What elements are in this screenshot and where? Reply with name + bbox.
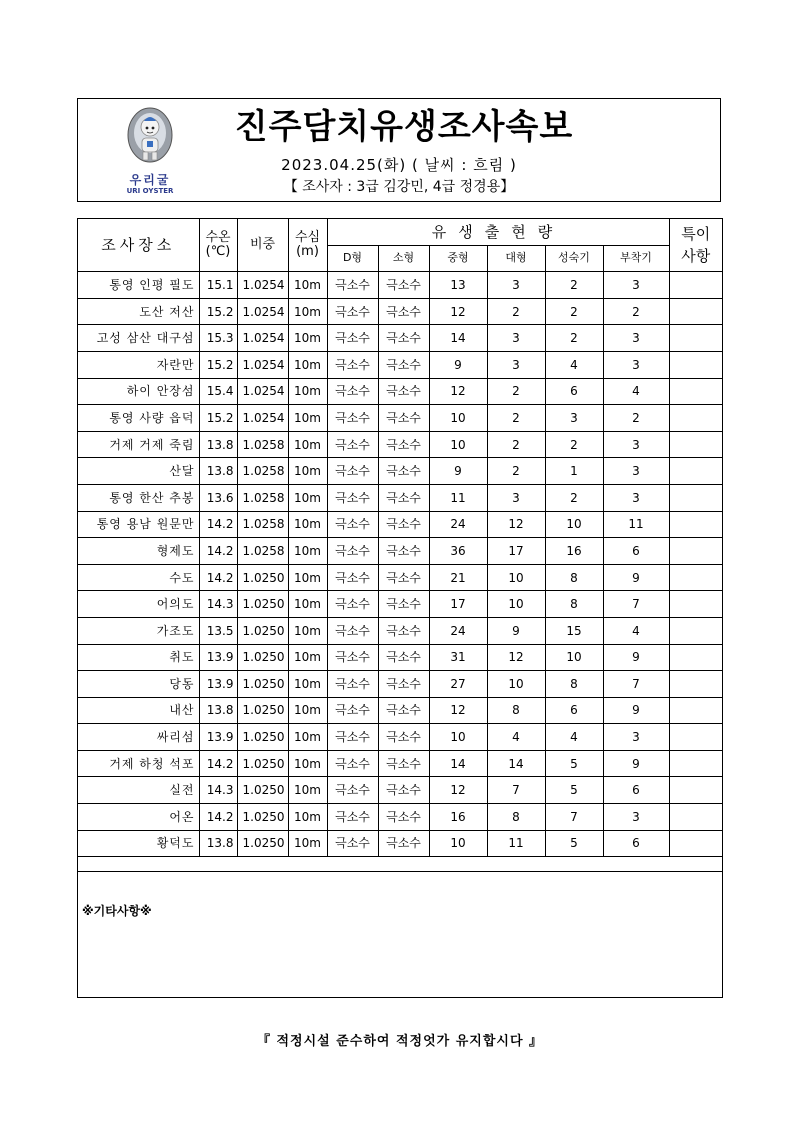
cell-gravity: 1.0250 <box>237 724 288 751</box>
cell-large: 17 <box>487 538 545 565</box>
cell-location: 취도 <box>78 644 199 671</box>
cell-depth: 10m <box>288 351 327 378</box>
logo-subtitle: URI OYSTER <box>126 187 174 195</box>
cell-large: 2 <box>487 298 545 325</box>
survey-rows <box>78 272 722 857</box>
surveyor-line: 【 조사자 : 3급 김강민, 4급 정경용】 <box>283 179 515 195</box>
table-row <box>78 378 722 405</box>
cell-remarks <box>669 298 722 325</box>
cell-large: 12 <box>487 511 545 538</box>
cell-remarks <box>669 538 722 565</box>
cell-gravity: 1.0250 <box>237 617 288 644</box>
cell-mature: 1 <box>545 458 603 485</box>
cell-small: 극소수 <box>378 564 429 591</box>
footer-slogan: 『 적정시설 준수하여 적정엇가 유지합시다 』 <box>256 1034 544 1049</box>
cell-settling: 3 <box>603 724 669 751</box>
cell-d: 극소수 <box>327 804 378 831</box>
cell-mature: 5 <box>545 750 603 777</box>
cell-location: 통영 한산 추봉 <box>78 484 199 511</box>
cell-depth: 10m <box>288 511 327 538</box>
cell-medium: 12 <box>429 298 487 325</box>
cell-gravity: 1.0254 <box>237 378 288 405</box>
cell-depth: 10m <box>288 724 327 751</box>
cell-location: 어온 <box>78 804 199 831</box>
cell-medium: 24 <box>429 617 487 644</box>
cell-large: 3 <box>487 351 545 378</box>
cell-medium: 10 <box>429 830 487 857</box>
cell-remarks <box>669 405 722 432</box>
cell-location: 통영 사량 읍덕 <box>78 405 199 432</box>
cell-location: 산달 <box>78 458 199 485</box>
cell-temp: 13.8 <box>199 697 237 724</box>
cell-depth: 10m <box>288 405 327 432</box>
cell-mature: 8 <box>545 564 603 591</box>
date-weather-line: 2023.04.25(화) ( 날씨 : 흐림 ) <box>281 156 517 174</box>
cell-mature: 2 <box>545 431 603 458</box>
cell-large: 2 <box>487 405 545 432</box>
table-row <box>78 511 722 538</box>
cell-remarks <box>669 591 722 618</box>
cell-temp: 13.9 <box>199 644 237 671</box>
cell-d: 극소수 <box>327 617 378 644</box>
survey-table-box <box>77 218 723 998</box>
cell-small: 극소수 <box>378 298 429 325</box>
table-row <box>78 617 722 644</box>
header-small: 소형 <box>378 245 429 272</box>
cell-settling: 4 <box>603 378 669 405</box>
table-row <box>78 351 722 378</box>
cell-settling: 6 <box>603 830 669 857</box>
cell-gravity: 1.0258 <box>237 538 288 565</box>
cell-medium: 10 <box>429 724 487 751</box>
cell-gravity: 1.0250 <box>237 644 288 671</box>
cell-gravity: 1.0250 <box>237 564 288 591</box>
cell-gravity: 1.0258 <box>237 431 288 458</box>
cell-temp: 14.2 <box>199 804 237 831</box>
cell-gravity: 1.0258 <box>237 511 288 538</box>
cell-small: 극소수 <box>378 272 429 299</box>
header-larvae-group: 유생출현량 <box>327 219 669 245</box>
cell-depth: 10m <box>288 697 327 724</box>
cell-d: 극소수 <box>327 564 378 591</box>
table-row <box>78 564 722 591</box>
cell-small: 극소수 <box>378 325 429 352</box>
cell-mature: 8 <box>545 591 603 618</box>
cell-location: 자란만 <box>78 351 199 378</box>
cell-medium: 9 <box>429 458 487 485</box>
cell-small: 극소수 <box>378 697 429 724</box>
cell-settling: 9 <box>603 564 669 591</box>
cell-mature: 4 <box>545 351 603 378</box>
other-notes-area <box>78 871 722 997</box>
cell-large: 12 <box>487 644 545 671</box>
cell-gravity: 1.0250 <box>237 671 288 698</box>
cell-settling: 7 <box>603 591 669 618</box>
cell-mature: 5 <box>545 830 603 857</box>
header-large: 대형 <box>487 245 545 272</box>
cell-d: 극소수 <box>327 378 378 405</box>
cell-temp: 13.6 <box>199 484 237 511</box>
cell-small: 극소수 <box>378 458 429 485</box>
header-location: 조사장소 <box>78 219 199 272</box>
cell-gravity: 1.0250 <box>237 591 288 618</box>
cell-depth: 10m <box>288 458 327 485</box>
cell-d: 극소수 <box>327 351 378 378</box>
cell-depth: 10m <box>288 830 327 857</box>
cell-large: 7 <box>487 777 545 804</box>
cell-d: 극소수 <box>327 325 378 352</box>
cell-temp: 15.1 <box>199 272 237 299</box>
cell-remarks <box>669 777 722 804</box>
report-header <box>77 98 721 202</box>
cell-remarks <box>669 617 722 644</box>
cell-depth: 10m <box>288 671 327 698</box>
cell-d: 극소수 <box>327 511 378 538</box>
cell-medium: 16 <box>429 804 487 831</box>
cell-settling: 6 <box>603 538 669 565</box>
cell-settling: 4 <box>603 617 669 644</box>
cell-temp: 14.2 <box>199 750 237 777</box>
cell-medium: 17 <box>429 591 487 618</box>
cell-medium: 27 <box>429 671 487 698</box>
cell-mature: 6 <box>545 697 603 724</box>
cell-settling: 9 <box>603 644 669 671</box>
table-row <box>78 591 722 618</box>
cell-temp: 13.9 <box>199 671 237 698</box>
cell-small: 극소수 <box>378 405 429 432</box>
cell-large: 10 <box>487 564 545 591</box>
cell-location: 어의도 <box>78 591 199 618</box>
logo-name: 우리굴 <box>129 173 171 187</box>
cell-large: 4 <box>487 724 545 751</box>
cell-gravity: 1.0254 <box>237 272 288 299</box>
table-row <box>78 325 722 352</box>
cell-depth: 10m <box>288 484 327 511</box>
cell-gravity: 1.0250 <box>237 750 288 777</box>
cell-d: 극소수 <box>327 458 378 485</box>
cell-large: 3 <box>487 272 545 299</box>
header-d-type: D형 <box>327 245 378 272</box>
cell-large: 8 <box>487 804 545 831</box>
cell-remarks <box>669 272 722 299</box>
cell-remarks <box>669 644 722 671</box>
cell-temp: 14.2 <box>199 538 237 565</box>
cell-small: 극소수 <box>378 511 429 538</box>
cell-large: 10 <box>487 671 545 698</box>
cell-large: 3 <box>487 325 545 352</box>
cell-gravity: 1.0250 <box>237 830 288 857</box>
cell-depth: 10m <box>288 378 327 405</box>
cell-gravity: 1.0254 <box>237 298 288 325</box>
cell-medium: 21 <box>429 564 487 591</box>
cell-depth: 10m <box>288 591 327 618</box>
cell-settling: 7 <box>603 671 669 698</box>
cell-d: 극소수 <box>327 431 378 458</box>
table-row <box>78 484 722 511</box>
cell-settling: 6 <box>603 777 669 804</box>
cell-remarks <box>669 484 722 511</box>
cell-mature: 3 <box>545 405 603 432</box>
cell-mature: 4 <box>545 724 603 751</box>
cell-mature: 15 <box>545 617 603 644</box>
cell-small: 극소수 <box>378 644 429 671</box>
cell-location: 싸리섬 <box>78 724 199 751</box>
cell-depth: 10m <box>288 538 327 565</box>
cell-small: 극소수 <box>378 591 429 618</box>
cell-temp: 14.2 <box>199 511 237 538</box>
report-title: 진주담치유생조사속보 <box>234 107 574 147</box>
cell-remarks <box>669 564 722 591</box>
table-row <box>78 405 722 432</box>
cell-settling: 2 <box>603 298 669 325</box>
other-notes-label: ※기타사항※ <box>82 904 152 918</box>
cell-medium: 31 <box>429 644 487 671</box>
cell-small: 극소수 <box>378 830 429 857</box>
cell-mature: 2 <box>545 272 603 299</box>
cell-settling: 3 <box>603 458 669 485</box>
cell-mature: 7 <box>545 804 603 831</box>
cell-settling: 3 <box>603 325 669 352</box>
cell-medium: 10 <box>429 405 487 432</box>
cell-temp: 15.4 <box>199 378 237 405</box>
table-row <box>78 804 722 831</box>
cell-small: 극소수 <box>378 431 429 458</box>
cell-large: 2 <box>487 458 545 485</box>
header-mature: 성숙기 <box>545 245 603 272</box>
table-row <box>78 644 722 671</box>
table-row <box>78 458 722 485</box>
cell-large: 8 <box>487 697 545 724</box>
cell-settling: 3 <box>603 484 669 511</box>
cell-temp: 13.8 <box>199 431 237 458</box>
table-row <box>78 671 722 698</box>
cell-small: 극소수 <box>378 804 429 831</box>
cell-location: 통영 인평 필도 <box>78 272 199 299</box>
cell-location: 당동 <box>78 671 199 698</box>
cell-large: 10 <box>487 591 545 618</box>
cell-location: 거제 거제 죽림 <box>78 431 199 458</box>
cell-remarks <box>669 750 722 777</box>
cell-mature: 2 <box>545 484 603 511</box>
cell-temp: 15.2 <box>199 298 237 325</box>
cell-location: 형제도 <box>78 538 199 565</box>
cell-large: 11 <box>487 830 545 857</box>
cell-remarks <box>669 804 722 831</box>
cell-location: 수도 <box>78 564 199 591</box>
cell-location: 가조도 <box>78 617 199 644</box>
cell-small: 극소수 <box>378 351 429 378</box>
table-row <box>78 724 722 751</box>
cell-d: 극소수 <box>327 591 378 618</box>
cell-temp: 15.2 <box>199 351 237 378</box>
cell-d: 극소수 <box>327 405 378 432</box>
cell-depth: 10m <box>288 325 327 352</box>
cell-depth: 10m <box>288 564 327 591</box>
table-row <box>78 697 722 724</box>
cell-temp: 14.2 <box>199 564 237 591</box>
cell-small: 극소수 <box>378 484 429 511</box>
cell-remarks <box>669 458 722 485</box>
cell-temp: 13.8 <box>199 830 237 857</box>
header-settling: 부착기 <box>603 245 669 272</box>
cell-remarks <box>669 697 722 724</box>
cell-medium: 12 <box>429 378 487 405</box>
cell-large: 2 <box>487 378 545 405</box>
cell-remarks <box>669 511 722 538</box>
table-row <box>78 431 722 458</box>
cell-temp: 13.8 <box>199 458 237 485</box>
cell-d: 극소수 <box>327 298 378 325</box>
cell-temp: 14.3 <box>199 777 237 804</box>
cell-depth: 10m <box>288 298 327 325</box>
cell-medium: 13 <box>429 272 487 299</box>
cell-mature: 8 <box>545 671 603 698</box>
cell-mature: 5 <box>545 777 603 804</box>
cell-depth: 10m <box>288 617 327 644</box>
cell-temp: 14.3 <box>199 591 237 618</box>
table-row <box>78 538 722 565</box>
cell-remarks <box>669 724 722 751</box>
cell-remarks <box>669 431 722 458</box>
cell-remarks <box>669 325 722 352</box>
cell-mature: 6 <box>545 378 603 405</box>
cell-d: 극소수 <box>327 750 378 777</box>
cell-d: 극소수 <box>327 777 378 804</box>
cell-mature: 10 <box>545 511 603 538</box>
cell-depth: 10m <box>288 431 327 458</box>
cell-remarks <box>669 830 722 857</box>
cell-small: 극소수 <box>378 538 429 565</box>
cell-gravity: 1.0258 <box>237 484 288 511</box>
cell-settling: 3 <box>603 804 669 831</box>
header-specific-gravity: 비중 <box>237 219 288 272</box>
header-remarks: 특이 사항 <box>669 219 722 272</box>
cell-large: 9 <box>487 617 545 644</box>
cell-gravity: 1.0254 <box>237 325 288 352</box>
cell-medium: 12 <box>429 777 487 804</box>
cell-location: 도산 저산 <box>78 298 199 325</box>
cell-gravity: 1.0254 <box>237 351 288 378</box>
cell-location: 거제 하청 석포 <box>78 750 199 777</box>
cell-location: 내산 <box>78 697 199 724</box>
cell-settling: 9 <box>603 697 669 724</box>
cell-medium: 11 <box>429 484 487 511</box>
cell-d: 극소수 <box>327 272 378 299</box>
cell-medium: 36 <box>429 538 487 565</box>
cell-location: 통영 용남 원문만 <box>78 511 199 538</box>
cell-settling: 3 <box>603 431 669 458</box>
cell-settling: 3 <box>603 351 669 378</box>
cell-depth: 10m <box>288 272 327 299</box>
cell-location: 실전 <box>78 777 199 804</box>
cell-depth: 10m <box>288 804 327 831</box>
cell-small: 극소수 <box>378 671 429 698</box>
cell-remarks <box>669 378 722 405</box>
cell-mature: 10 <box>545 644 603 671</box>
header-depth: 수심 (m) <box>288 219 327 272</box>
cell-remarks <box>669 351 722 378</box>
header-water-temp: 수온 (℃) <box>199 219 237 272</box>
cell-medium: 12 <box>429 697 487 724</box>
cell-temp: 15.3 <box>199 325 237 352</box>
cell-remarks <box>669 671 722 698</box>
cell-location: 황덕도 <box>78 830 199 857</box>
cell-large: 3 <box>487 484 545 511</box>
table-row <box>78 298 722 325</box>
cell-gravity: 1.0254 <box>237 405 288 432</box>
cell-depth: 10m <box>288 750 327 777</box>
cell-medium: 9 <box>429 351 487 378</box>
cell-small: 극소수 <box>378 378 429 405</box>
cell-settling: 9 <box>603 750 669 777</box>
cell-mature: 2 <box>545 325 603 352</box>
cell-location: 고성 삼산 대구섬 <box>78 325 199 352</box>
cell-location: 하이 안장섬 <box>78 378 199 405</box>
cell-d: 극소수 <box>327 644 378 671</box>
cell-settling: 3 <box>603 272 669 299</box>
cell-settling: 2 <box>603 405 669 432</box>
cell-gravity: 1.0258 <box>237 458 288 485</box>
cell-temp: 13.5 <box>199 617 237 644</box>
table-row <box>78 750 722 777</box>
cell-small: 극소수 <box>378 750 429 777</box>
cell-d: 극소수 <box>327 538 378 565</box>
cell-settling: 11 <box>603 511 669 538</box>
cell-small: 극소수 <box>378 724 429 751</box>
cell-gravity: 1.0250 <box>237 697 288 724</box>
cell-small: 극소수 <box>378 617 429 644</box>
cell-depth: 10m <box>288 644 327 671</box>
cell-medium: 24 <box>429 511 487 538</box>
cell-large: 14 <box>487 750 545 777</box>
cell-medium: 14 <box>429 325 487 352</box>
cell-d: 극소수 <box>327 484 378 511</box>
cell-d: 극소수 <box>327 724 378 751</box>
cell-d: 극소수 <box>327 830 378 857</box>
table-row <box>78 830 722 857</box>
cell-d: 극소수 <box>327 671 378 698</box>
cell-depth: 10m <box>288 777 327 804</box>
cell-medium: 14 <box>429 750 487 777</box>
cell-small: 극소수 <box>378 777 429 804</box>
cell-mature: 16 <box>545 538 603 565</box>
cell-mature: 2 <box>545 298 603 325</box>
cell-gravity: 1.0250 <box>237 804 288 831</box>
cell-large: 2 <box>487 431 545 458</box>
table-row <box>78 272 722 299</box>
survey-table <box>78 219 722 857</box>
cell-gravity: 1.0250 <box>237 777 288 804</box>
cell-medium: 10 <box>429 431 487 458</box>
cell-temp: 13.9 <box>199 724 237 751</box>
cell-temp: 15.2 <box>199 405 237 432</box>
header-medium: 중형 <box>429 245 487 272</box>
table-row <box>78 777 722 804</box>
cell-d: 극소수 <box>327 697 378 724</box>
